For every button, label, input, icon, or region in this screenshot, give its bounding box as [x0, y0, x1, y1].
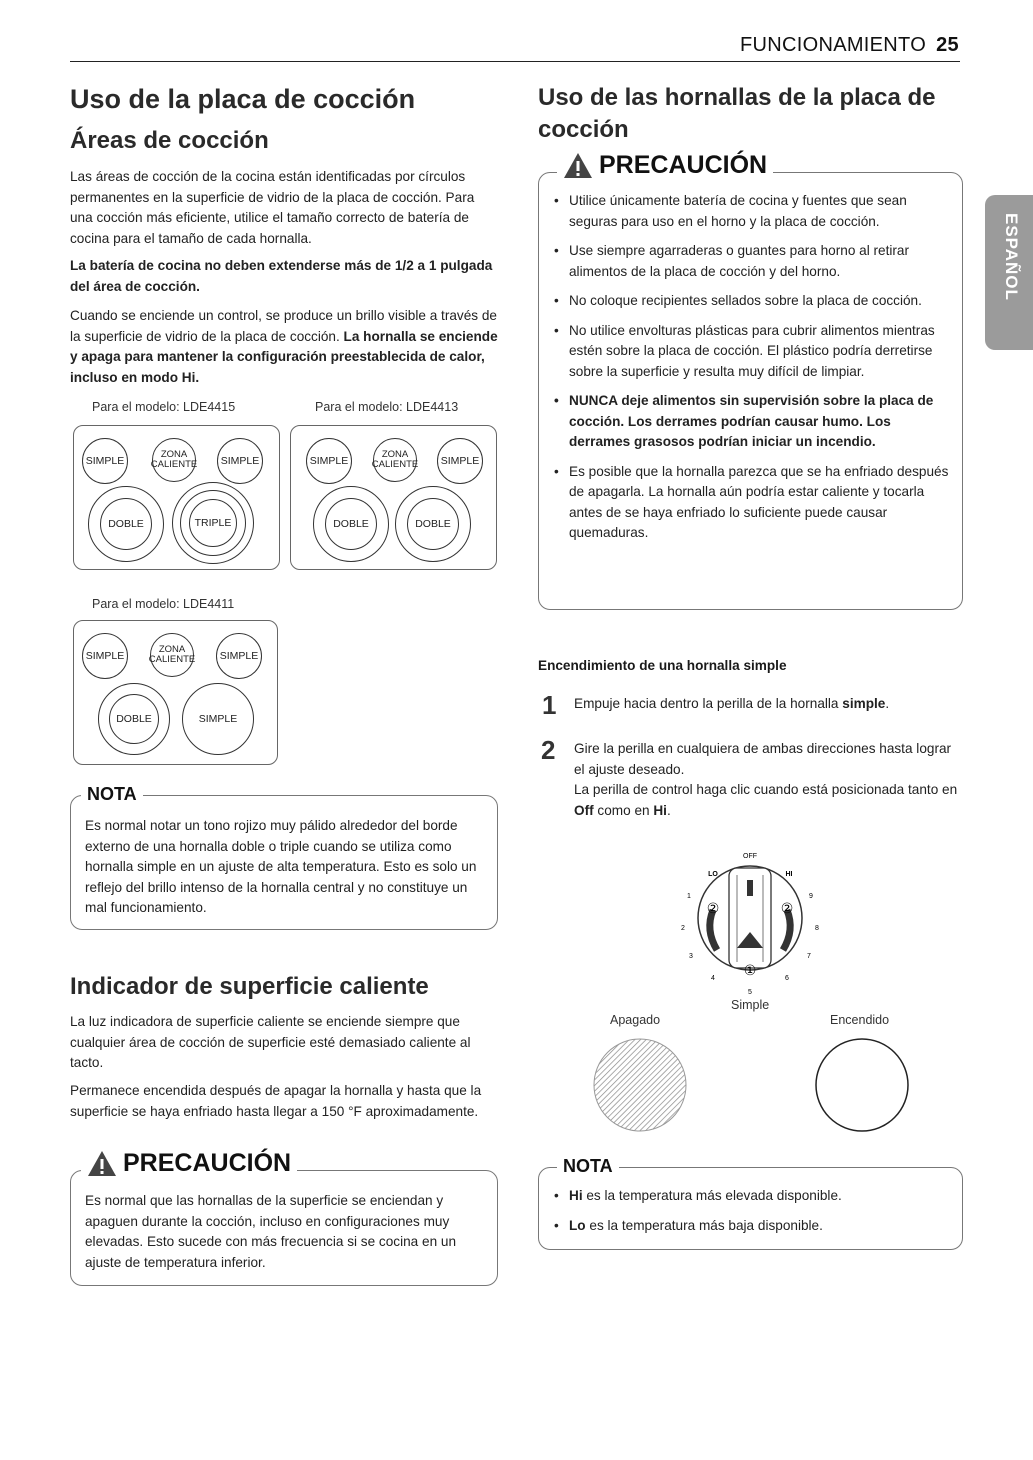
- knob-tick: 9: [809, 893, 813, 900]
- indicator-on-graphic: [812, 1033, 912, 1137]
- indicator-title: Indicador de superficie caliente: [70, 973, 429, 1000]
- note-hi-bold: Hi: [569, 1188, 583, 1203]
- note-hi-text: es la temperatura más elevada disponible.: [586, 1188, 842, 1203]
- model-caption: Para el modelo: LDE4411: [92, 597, 235, 611]
- knob-tick: 8: [815, 925, 819, 932]
- caution-box-left: [70, 1149, 498, 1286]
- burner-double-inner: DOBLE: [407, 498, 459, 550]
- section-title: FUNCIONAMIENTO: [740, 34, 927, 56]
- burner-double-inner: DOBLE: [325, 498, 377, 550]
- page-header: [740, 34, 959, 57]
- caution-item: • Utilice únicamente batería de cocina y fuentes que sean seguras para uso en el horno y la placa de cocción.: [551, 191, 953, 232]
- indicator-off-graphic: [590, 1033, 690, 1137]
- note-lo-text: es la temperatura más baja disponible.: [589, 1217, 823, 1233]
- note-label: NOTA: [557, 1156, 619, 1177]
- knob-mark: ②: [780, 901, 794, 917]
- burner-simple: SIMPLE: [306, 438, 352, 484]
- step-2-text: Gire la perilla en cualquiera de ambas direcciones hasta lograr el ajuste deseado.: [574, 741, 952, 777]
- knob-caption: Simple: [731, 998, 770, 1012]
- burner-double-outer: [395, 486, 471, 562]
- left-title: Uso de la placa de cocción: [70, 84, 416, 114]
- burner-double-inner: DOBLE: [100, 498, 152, 550]
- caution-item: • Use siempre agarraderas o guantes para horno al retirar alimentos de la placa de cocción y del horno.: [551, 241, 953, 282]
- areas-paragraph-2: [70, 306, 502, 388]
- caution-text: Es normal que las hornallas de la superficie se enciendan y apaguen durante la cocción, incluso en configuraciones muy elevadas. Esto sucede con más frecuencia si se cocina en un ajuste de temperatura inferior.: [85, 1193, 457, 1270]
- caution-item: • Es posible que la hornalla parezca que se ha enfriado después de apagarla. La hornalla aún podría estar caliente y tocarla antes de se haya enfriado lo suficiente puede causar quemaduras.: [551, 462, 953, 544]
- knob-mark: ①: [743, 963, 757, 979]
- cooktop-diagram-lde4415: [73, 425, 280, 570]
- step-1-bold: simple: [842, 696, 886, 711]
- step-2-body: La perilla de control haga clic cuando está posicionada tanto en: [574, 782, 958, 797]
- right-title-line-2: cocción: [538, 116, 629, 143]
- burner-warming-zone: ZONA CALIENTE: [152, 438, 196, 482]
- burner-triple-outer: [172, 482, 254, 564]
- note-item-lo: [551, 1216, 951, 1237]
- warning-icon: [563, 152, 593, 179]
- page-number: 25: [936, 34, 959, 56]
- burner-double-outer: [313, 486, 389, 562]
- caution-label: PRECAUCIÓN: [123, 1149, 292, 1177]
- note-label: NOTA: [81, 784, 143, 805]
- burner-simple-large: SIMPLE: [182, 683, 254, 755]
- step-2-off: Off: [574, 802, 594, 818]
- burner-simple: SIMPLE: [437, 438, 483, 484]
- note-item-hi: [551, 1186, 951, 1207]
- knob-hi-label: HI: [785, 871, 793, 878]
- caution-header: [81, 1149, 297, 1178]
- language-tab: [985, 195, 1033, 350]
- knob-tick: 6: [785, 975, 789, 982]
- note-box-left: [70, 784, 498, 930]
- step-2-hi: Hi: [653, 802, 667, 818]
- burner-double-outer: [88, 486, 164, 562]
- note-list: [551, 1186, 951, 1245]
- ignite-title: Encendimiento de una hornalla simple: [538, 658, 787, 673]
- note-lo-bold: Lo: [569, 1217, 586, 1233]
- burner-simple: SIMPLE: [216, 633, 262, 679]
- burner-simple: SIMPLE: [217, 438, 263, 484]
- cooktop-diagram-lde4411: [73, 620, 278, 765]
- warning-icon: [87, 1150, 117, 1177]
- caution-header: [557, 151, 773, 180]
- knob-lo-label: LO: [708, 871, 718, 878]
- knob-tick: 3: [689, 953, 693, 960]
- indicator-paragraph-2: Permanece encendida después de apagar la hornalla y hasta que la superficie se haya enfriado hasta llegar a 150 °F aproximadamente.: [70, 1083, 482, 1119]
- indicator-paragraph-1: La luz indicadora de superficie caliente se enciende siempre que cualquier área de cocción de superficie esté demasiado caliente al tacto.: [70, 1014, 471, 1070]
- step-2-text-b: La perilla de control haga clic cuando está posicionada tanto en Off como en Hi.: [574, 782, 958, 818]
- caution-list: [551, 191, 953, 553]
- step-2-mid: como en: [597, 802, 650, 818]
- knob-tick: 7: [807, 953, 811, 960]
- cooktop-diagram-lde4413: [290, 425, 497, 570]
- model-caption: Para el modelo: LDE4413: [315, 400, 459, 414]
- model-caption: Para el modelo: LDE4415: [92, 400, 236, 414]
- caution-label: PRECAUCIÓN: [599, 151, 768, 179]
- burner-simple: SIMPLE: [82, 633, 128, 679]
- burner-simple: SIMPLE: [82, 438, 128, 484]
- burner-double-inner: DOBLE: [109, 694, 159, 744]
- knob-tick: 5: [748, 989, 752, 996]
- step-1-text: Empuje hacia dentro la perilla de la hornalla simple.: [574, 696, 890, 711]
- step-number: 1: [542, 690, 557, 720]
- knob-tick: 1: [687, 893, 691, 900]
- note-text: Es normal notar un tono rojizo muy pálido alrededor del borde externo de una hornalla doble o triple cuando se utiliza como hornalla simple en un ajuste de alta temperatura. Esto es solo un reflejo del brillo intenso de la hornalla central y no constituye un mal funcionamiento.: [85, 818, 477, 915]
- right-title: [538, 82, 936, 146]
- note-box-right: [538, 1156, 963, 1250]
- right-title-line-1: Uso de las hornallas de la placa de: [538, 84, 936, 111]
- caution-item: • No utilice envolturas plásticas para cubrir alimentos mientras estén sobre la placa de cocción. El plástico podría derretirse sobre la superficie y resulta muy difícil de limpiar.: [551, 321, 953, 383]
- state-on-label: Encendido: [830, 1013, 890, 1027]
- burner-warming-zone: ZONA CALIENTE: [150, 633, 194, 677]
- control-knob-diagram: [665, 850, 835, 1000]
- burner-warming-zone: ZONA CALIENTE: [373, 438, 417, 482]
- knob-tick: 2: [681, 925, 685, 932]
- areas-p2-text: Cuando se enciende un control, se produce un brillo visible a través de la superficie de vidrio de la placa de cocción.: [70, 308, 497, 344]
- burner-triple-inner: TRIPLE: [189, 499, 237, 547]
- areas-title: Áreas de cocción: [70, 127, 269, 154]
- caution-item: • No coloque recipientes sellados sobre la placa de cocción.: [551, 291, 953, 312]
- knob-mark: ②: [706, 901, 720, 917]
- burner-triple-mid: [180, 490, 246, 556]
- areas-paragraph-1: Las áreas de cocción de la cocina están identificadas por círculos permanentes en la superficie de vidrio de la placa de cocción. Para una cocción más eficiente, utilice el tamaño correcto de batería de cocina para el tamaño de cada hornalla.: [70, 169, 475, 246]
- state-off-label: Apagado: [610, 1013, 661, 1027]
- areas-bold-paragraph: La batería de cocina no deben extenderse más de 1/2 a 1 pulgada del área de cocción.: [70, 258, 493, 294]
- caution-item-warning: • NUNCA deje alimentos sin supervisión sobre la placa de cocción. Los derrames podrían causar humo. Los derrames grasosos podrían iniciar un incendio.: [551, 391, 953, 453]
- language-tab-label: ESPAÑOL: [1002, 213, 1021, 301]
- knob-tick: 4: [711, 975, 715, 982]
- burner-double-outer: [98, 683, 170, 755]
- header-rule: [70, 61, 960, 62]
- step-1-body: Empuje hacia dentro la perilla de la hornalla: [574, 696, 839, 711]
- caution-box-right: [538, 151, 963, 610]
- knob-off-label: OFF: [743, 853, 757, 860]
- step-number: 2: [541, 735, 556, 765]
- areas-p2-bold: La hornalla se enciende y apaga para mantener la configuración preestablecida de calor, incluso en modo Hi.: [70, 328, 498, 385]
